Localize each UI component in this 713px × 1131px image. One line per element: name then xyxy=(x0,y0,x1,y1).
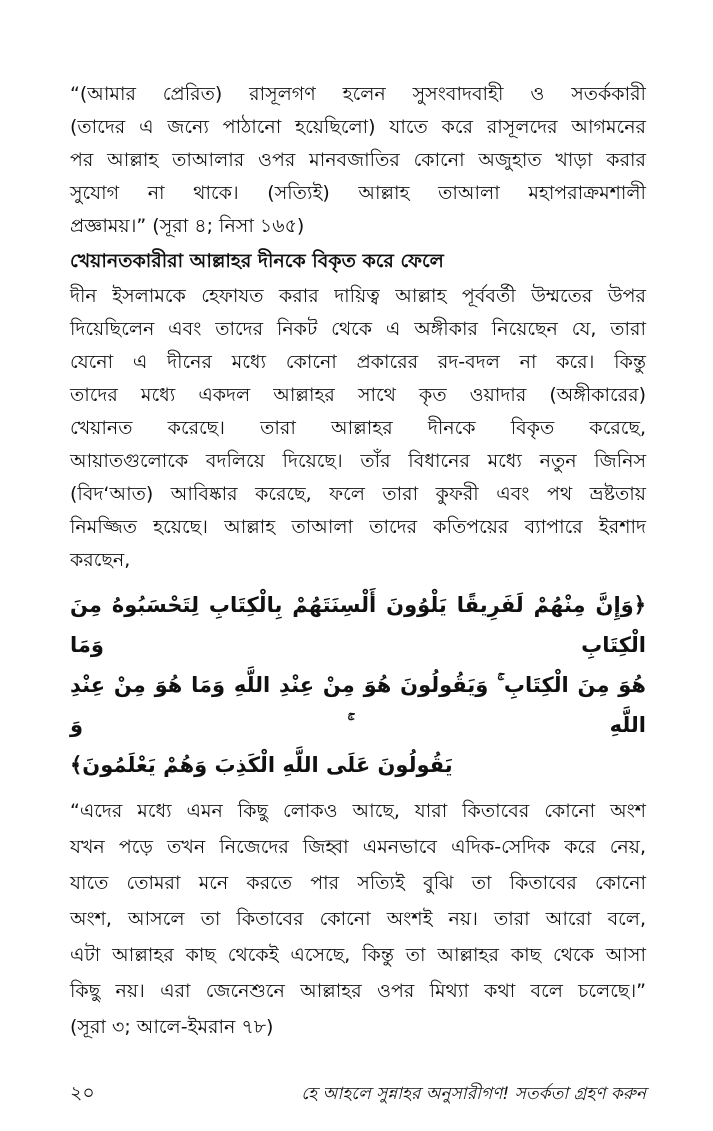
running-footer-title: হে আহলে সুন্নাহর অনুসারীগণ! সতর্কতা গ্রহণ করুন xyxy=(301,1084,646,1104)
paragraph-line: কিছু নয়। এরা জেনেশুনে আল্লাহর ওপর মিথ্যা কথা বলে চলেছে।” xyxy=(70,980,646,1002)
paragraph-line: দীন ইসলামকে হেফাযত করার দায়িত্ব আল্লাহ পূর্ববর্তী উম্মতের উপর xyxy=(70,285,646,307)
body-paragraph xyxy=(70,280,646,577)
paragraph-line: অংশ, আসলে তা কিতাবের কোনো অংশই নয়। তারা আরো বলে, xyxy=(70,908,646,930)
paragraph-line: পর আল্লাহ তাআলার ওপর মানবজাতির কোনো অজুহাত খাড়া করার xyxy=(70,149,646,171)
translation-paragraph xyxy=(70,793,646,1045)
arabic-verse-line: هُوَ مِنَ الْكِتَابِ ۚ وَيَقُولُونَ هُوَ مِنْ عِنْدِ اللَّهِ وَمَا هُوَ مِنْ عِنْدِ اللَّهِ ۚ وَ xyxy=(70,673,646,737)
paragraph-line: যাতে তোমরা মনে করতে পার সত্যিই বুঝি তা কিতাবের কোনো xyxy=(70,872,646,894)
section-heading: খেয়ানতকারীরা আল্লাহর দীনকে বিকৃত করে ফেলে xyxy=(70,250,444,272)
paragraph-line: সুযোগ না থাকে। (সত্যিই) আল্লাহ তাআলা মহাপরাক্রমশালী xyxy=(70,182,646,204)
paragraph-line: নিমজ্জিত হয়েছে। আল্লাহ তাআলা তাদের কতিপয়ের ব্যাপারে ইরশাদ xyxy=(70,516,646,538)
paragraph-line: “এদের মধ্যে এমন কিছু লোকও আছে, যারা কিতাবের কোনো অংশ xyxy=(70,800,646,822)
paragraph-line: (সূরা ৩; আলে-ইমরান ৭৮) xyxy=(70,1016,274,1038)
paragraph-line: যেনো এ দীনের মধ্যে কোনো প্রকারের রদ-বদল না করে। কিন্তু xyxy=(70,351,646,373)
arabic-verse-line: ﴿وَإِنَّ مِنْهُمْ لَفَرِيقًا يَلْوُونَ أَلْسِنَتَهُمْ بِالْكِتَابِ لِتَحْسَبُوهُ مِنَ الْكِتَابِ وَمَا xyxy=(70,593,646,657)
paragraph-line: প্রজ্ঞাময়।” (সূরা ৪; নিসা ১৬৫) xyxy=(70,215,305,237)
arabic-verse xyxy=(70,585,646,785)
paragraph-line: করছেন, xyxy=(70,549,131,571)
paragraph-line: (বিদ‘আত) আবিষ্কার করেছে, ফলে তারা কুফরী এবং পথ ভ্রষ্টতায় xyxy=(70,483,646,505)
page-number: ২০ xyxy=(70,1082,95,1104)
paragraph-line: খেয়ানত করেছে। তারা আল্লাহর দীনকে বিকৃত করেছে, xyxy=(70,417,646,439)
paragraph-line: যখন পড়ে তখন নিজেদের জিহ্বা এমনভাবে এদিক-সেদিক করে নেয়, xyxy=(70,836,646,858)
arabic-verse-line: يَقُولُونَ عَلَى اللَّهِ الْكَذِبَ وَهُمْ يَعْلَمُونَ﴾ xyxy=(70,753,453,777)
paragraph-line: (তাদের এ জন্যে পাঠানো হয়েছিলো) যাতে করে রাসূলদের আগমনের xyxy=(70,116,646,138)
paragraph-line: তাদের মধ্যে একদল আল্লাহর সাথে কৃত ওয়াদার (অঙ্গীকারের) xyxy=(70,384,646,406)
page-footer xyxy=(0,1065,713,1131)
paragraph-line: আয়াতগুলোকে বদলিয়ে দিয়েছে। তাঁর বিধানের মধ্যে নতুন জিনিস xyxy=(70,450,646,472)
paragraph-line: “(আমার প্রেরিত) রাসূলগণ হলেন সুসংবাদবাহী ও সতর্ককারী xyxy=(70,83,646,105)
quote-paragraph xyxy=(70,78,646,243)
paragraph-line: এটা আল্লাহর কাছ থেকেই এসেছে, কিন্তু তা আল্লাহর কাছ থেকে আসা xyxy=(70,944,646,966)
paragraph-line: দিয়েছিলেন এবং তাদের নিকট থেকে এ অঙ্গীকার নিয়েছেন যে, তারা xyxy=(70,318,646,340)
